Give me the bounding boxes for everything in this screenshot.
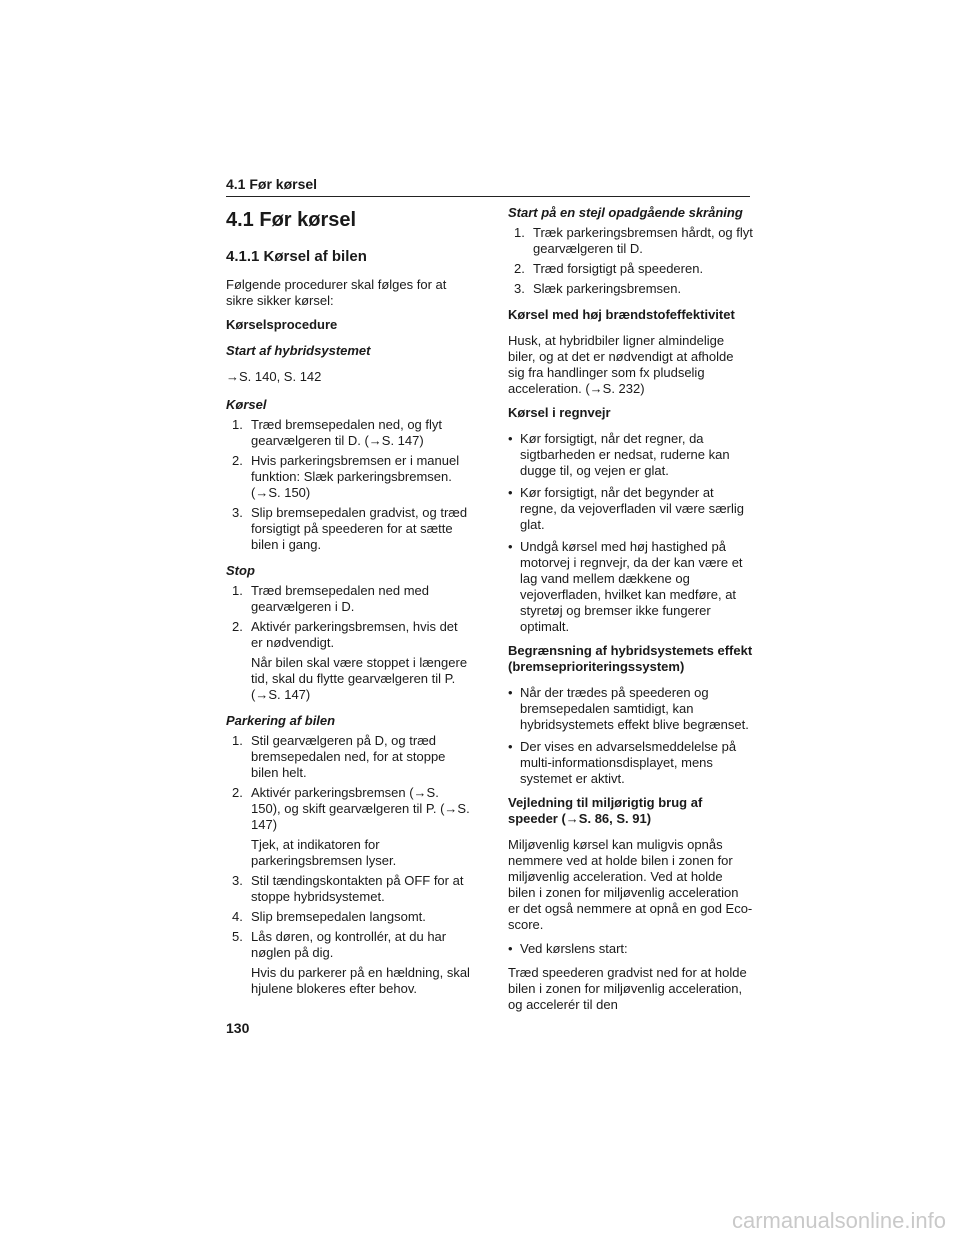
rain-heading: Kørsel i regnvejr bbox=[508, 405, 611, 420]
list-item: 1. Træd bremsepedalen ned, og flyt gearvælgeren til D. (→S. 147) bbox=[232, 417, 443, 448]
list-item: 4. Slip bremsepedalen langsomt. bbox=[232, 909, 426, 924]
list-item: 3. Slip bremsepedalen gradvist, og træd forsigtigt på speederen for at sætte bilen i gang. bbox=[232, 505, 468, 552]
list-item: • Kør forsigtigt, når det regner, da sigtbarheden er nedsat, ruderne kan dugge til, og vejen er glat. bbox=[508, 431, 753, 479]
eco-tail-text: Træd speederen gradvist ned for at holde bilen i zonen for miljøvenlig acceleration, og accelerér til den bbox=[508, 965, 747, 1012]
list-item: • Kør forsigtigt, når det begynder at regne, da vejoverfladen vil være særlig glat. bbox=[508, 485, 753, 533]
step-text: Træd forsigtigt på speederen. bbox=[533, 261, 704, 276]
step-note: Hvis du parkerer på en hældning, skal hjulene blokeres efter behov. bbox=[251, 965, 470, 996]
start-reference: →S. 140, S. 142 bbox=[226, 369, 322, 384]
step-text: Stil tændingskontakten på OFF for at stoppe hybridsystemet. bbox=[251, 873, 464, 904]
list-item: • Der vises en advarselsmeddelelse på multi-informationsdisplayet, mens systemet er aktivt. bbox=[508, 739, 753, 787]
left-column bbox=[226, 205, 471, 1007]
list-item: 1. Træk parkeringsbremsen hårdt, og flyt gearvælgeren til D. bbox=[514, 225, 753, 256]
eco-list bbox=[508, 941, 753, 957]
stop-heading: Stop bbox=[226, 563, 255, 578]
step-text: Stil gearvælgeren på D, og træd bremsepedalen ned, for at stoppe bilen helt. bbox=[251, 733, 446, 780]
procedure-heading: Kørselsprocedure bbox=[226, 317, 338, 332]
list-item: • Undgå kørsel med høj hastighed på motorvej i regnvejr, da der kan være et lag vand mellem dækkene og vejoverfladen, hvilket kan medføre, at styretøj og bremser ikke fungerer optimalt. bbox=[508, 539, 753, 635]
step-text: Slip bremsepedalen langsomt. bbox=[251, 909, 426, 924]
intro-text: Følgende procedurer skal følges for at sikre sikker kørsel: bbox=[226, 277, 447, 308]
fuel-heading: Kørsel med høj brændstofeffektivitet bbox=[508, 307, 735, 322]
right-column bbox=[508, 205, 753, 1021]
list-item: 3. Slæk parkeringsbremsen. bbox=[514, 281, 682, 296]
page-number: 130 bbox=[226, 1020, 250, 1036]
step-text: Slip bremsepedalen gradvist, og træd forsigtigt på speederen for at sætte bilen i gang. bbox=[251, 505, 468, 552]
limit-heading: Begrænsning af hybridsystemets effekt (bremseprioriteringssystem) bbox=[508, 643, 753, 674]
step-text: Aktivér parkeringsbremsen, hvis det er nødvendigt. bbox=[251, 619, 458, 650]
chapter-title: 4.1 Før kørsel bbox=[226, 209, 357, 231]
parking-heading: Parkering af bilen bbox=[226, 713, 336, 728]
list-item: • Når der trædes på speederen og bremsepedalen samtidigt, kan hybridsystemets effekt blive begrænset. bbox=[508, 685, 753, 733]
stop-steps bbox=[226, 583, 471, 703]
list-item: 2. Aktivér parkeringsbremsen (→S. 150), og skift gearvælgeren til P. (→S. 147) Tjek, at indikatoren for parkeringsbremsen lyser. bbox=[232, 785, 470, 868]
parking-steps bbox=[226, 733, 471, 997]
korsel-steps bbox=[226, 417, 471, 553]
step-text: Slæk parkeringsbremsen. bbox=[533, 281, 682, 296]
rain-list bbox=[508, 431, 753, 635]
running-header: 4.1 Før kørsel bbox=[226, 176, 750, 197]
step-text: Træd bremsepedalen ned med gearvælgeren i D. bbox=[251, 583, 430, 614]
eco-heading: Vejledning til miljørigtig brug af speeder (→S. 86, S. 91) bbox=[508, 795, 703, 826]
step-text: Træk parkeringsbremsen hårdt, og flyt gearvælgeren til D. bbox=[533, 225, 753, 256]
incline-heading: Start på en stejl opadgående skråning bbox=[508, 205, 743, 220]
list-item: 2. Hvis parkeringsbremsen er i manuel funktion: Slæk parkeringsbremsen. (→S. 150) bbox=[232, 453, 460, 500]
step-text: Træd bremsepedalen ned, og flyt gearvælgeren til D. (→S. 147) bbox=[251, 417, 443, 448]
incline-steps bbox=[508, 225, 753, 297]
step-note: Tjek, at indikatoren for parkeringsbremsen lyser. bbox=[251, 837, 397, 868]
list-item: • Ved kørslens start: bbox=[508, 941, 753, 957]
list-item: 5. Lås døren, og kontrollér, at du har nøglen på dig. Hvis du parkerer på en hældning, skal hjulene blokeres efter behov. bbox=[232, 929, 470, 996]
list-item: 2. Træd forsigtigt på speederen. bbox=[514, 261, 704, 276]
step-note: Når bilen skal være stoppet i længere tid, skal du flytte gearvælgeren til P. (→S. 147) bbox=[251, 655, 468, 702]
section-title: 4.1.1 Kørsel af bilen bbox=[226, 248, 367, 265]
limit-list bbox=[508, 685, 753, 787]
eco-text: Miljøvenlig kørsel kan muligvis opnås nemmere ved at holde bilen i zonen for miljøvenlig acceleration. Ved at holde bilen i zonen for miljøvenlig acceleration er det også nemmere at opnå en god Eco-score. bbox=[508, 837, 753, 932]
list-item: 3. Stil tændingskontakten på OFF for at stoppe hybridsystemet. bbox=[232, 873, 464, 904]
fuel-text: Husk, at hybridbiler ligner almindelige biler, og at det er nødvendigt at afholde sig fra handlinger som fx pludselig acceleration. (→S. 232) bbox=[508, 333, 734, 396]
list-item: 1. Stil gearvælgeren på D, og træd bremsepedalen ned, for at stoppe bilen helt. bbox=[232, 733, 446, 780]
list-item: 2. Aktivér parkeringsbremsen, hvis det er nødvendigt. Når bilen skal være stoppet i længere tid, skal du flytte gearvælgeren til P. (→S. 147) bbox=[232, 619, 471, 703]
start-heading: Start af hybridsystemet bbox=[226, 343, 371, 358]
step-text: Aktivér parkeringsbremsen (→S. 150), og skift gearvælgeren til P. (→S. 147) bbox=[251, 785, 470, 832]
korsel-heading: Kørsel bbox=[226, 397, 267, 412]
watermark: carmanualsonline.info bbox=[731, 1208, 946, 1233]
step-text: Hvis parkeringsbremsen er i manuel funktion: Slæk parkeringsbremsen. (→S. 150) bbox=[251, 453, 460, 500]
step-text: Lås døren, og kontrollér, at du har nøglen på dig. bbox=[251, 929, 447, 960]
list-item: 1. Træd bremsepedalen ned med gearvælgeren i D. bbox=[232, 583, 430, 614]
